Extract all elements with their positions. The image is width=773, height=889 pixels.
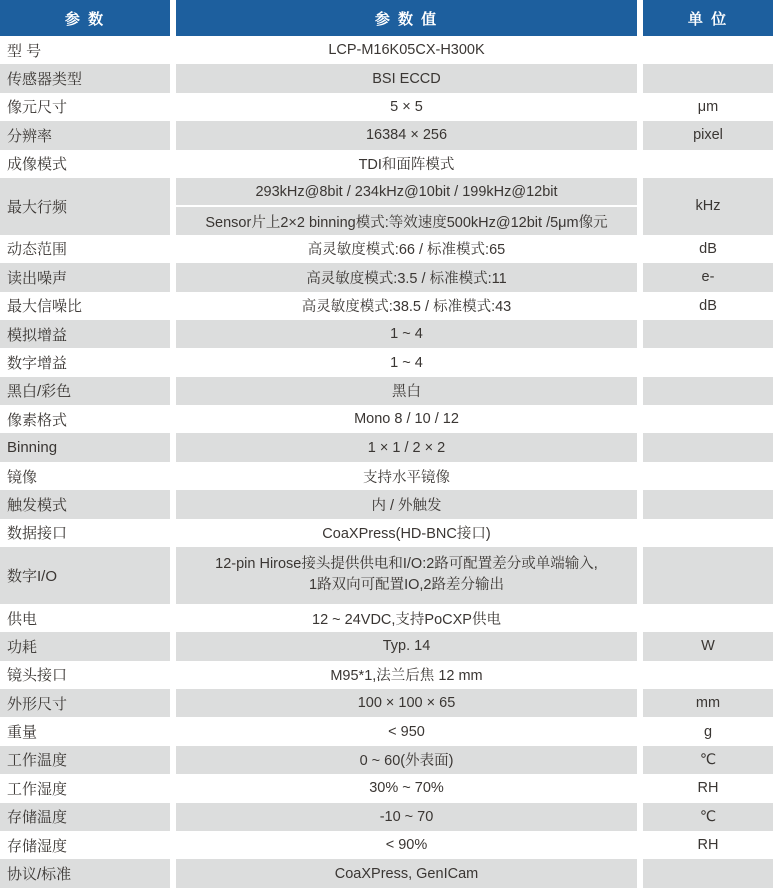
value-cell: BSI ECCD (176, 64, 637, 92)
value-cell: Typ. 14 (176, 632, 637, 660)
param-cell: 镜头接口 (7, 667, 68, 685)
unit-cell: mm (643, 689, 773, 717)
param-cell: 型 号 (7, 42, 42, 60)
unit-cell: e- (643, 263, 773, 291)
unit-cell: μm (697, 98, 719, 115)
param-cell: 模拟增益 (0, 320, 170, 348)
param-cell: 协议/标准 (0, 859, 170, 887)
value-cell: 高灵敏度模式:66 / 标准模式:65 (307, 242, 506, 259)
value-cell: -10 ~ 70 (176, 803, 637, 831)
table-row (0, 774, 773, 802)
table-row (0, 859, 773, 887)
unit-cell: W (643, 632, 773, 660)
unit-cell (643, 859, 773, 887)
table-row (0, 36, 773, 64)
unit-cell: RH (697, 837, 719, 854)
table-row (0, 831, 773, 859)
table-row (0, 377, 773, 405)
unit-cell: ℃ (643, 803, 773, 831)
param-cell: 传感器类型 (0, 64, 170, 92)
unit-cell (643, 433, 773, 461)
param-cell: 外形尺寸 (0, 689, 170, 717)
table-header (0, 0, 773, 36)
unit-cell (643, 604, 773, 632)
param-cell: 存储温度 (0, 803, 170, 831)
unit-cell: kHz (643, 178, 773, 235)
unit-cell (643, 405, 773, 433)
value-cell: Mono 8 / 10 / 12 (354, 411, 459, 428)
unit-cell: pixel (643, 121, 773, 149)
unit-cell (643, 377, 773, 405)
param-cell: 分辨率 (0, 121, 170, 149)
value-cell: CoaXPress, GenICam (176, 859, 637, 887)
value-cell: TDI和面阵模式 (358, 157, 455, 174)
unit-cell (643, 661, 773, 689)
table-row (0, 64, 773, 92)
header-value: 参 数 值 (176, 0, 637, 36)
value-cell: 0 ~ 60(外表面) (176, 746, 637, 774)
table-row (0, 405, 773, 433)
param-cell: 像素格式 (7, 411, 68, 429)
table-row (0, 348, 773, 376)
value-subcell: Sensor片上2×2 binning模式:等效速度500kHz@12bit /5μm像元 (176, 207, 637, 234)
param-cell: 最大行频 (0, 178, 170, 235)
param-cell: 工作湿度 (7, 780, 68, 798)
value-subcell: 293kHz@8bit / 234kHz@10bit / 199kHz@12bit (176, 178, 637, 207)
table-row (0, 150, 773, 178)
table-row (0, 320, 773, 348)
value-cell: < 950 (388, 723, 425, 740)
param-cell: 重量 (7, 724, 38, 742)
value-cell: M95*1,法兰后焦 12 mm (330, 668, 483, 685)
param-cell: 动态范围 (7, 241, 68, 259)
param-cell: 数据接口 (7, 525, 68, 543)
value-cell: 100 × 100 × 65 (176, 689, 637, 717)
header-unit: 单 位 (643, 0, 773, 36)
param-cell: 像元尺寸 (7, 99, 68, 117)
param-cell: Binning (0, 433, 170, 461)
table-row (0, 178, 773, 235)
table-row (0, 661, 773, 689)
table-row (0, 689, 773, 717)
param-cell: 功耗 (0, 632, 170, 660)
value-cell: 1 ~ 4 (390, 354, 423, 371)
value-cell: 30% ~ 70% (369, 780, 444, 797)
value-cell: 内 / 外触发 (176, 490, 637, 518)
unit-cell: ℃ (643, 746, 773, 774)
param-cell: 成像模式 (7, 156, 68, 174)
param-cell: 数字I/O (0, 547, 170, 604)
value-cell (176, 547, 637, 604)
value-cell: < 90% (385, 837, 428, 854)
param-cell: 工作温度 (0, 746, 170, 774)
table-row (0, 604, 773, 632)
table-row (0, 93, 773, 121)
value-cell: 1 × 1 / 2 × 2 (176, 433, 637, 461)
value-line: 12-pin Hirose接头提供供电和I/O:2路可配置差分或单端输入, (215, 556, 598, 573)
value-cell: 12 ~ 24VDC,支持PoCXP供电 (312, 611, 501, 628)
param-cell: 黑白/彩色 (0, 377, 170, 405)
value-cell-split (176, 178, 637, 235)
table-row (0, 121, 773, 149)
table-row (0, 547, 773, 604)
unit-cell (643, 462, 773, 490)
value-cell: 5 × 5 (390, 98, 423, 115)
table-row (0, 462, 773, 490)
value-cell: 16384 × 256 (176, 121, 637, 149)
value-cell: 黑白 (176, 377, 637, 405)
unit-cell (643, 36, 773, 64)
param-cell: 触发模式 (0, 490, 170, 518)
table-row (0, 632, 773, 660)
unit-cell (643, 519, 773, 547)
unit-cell (643, 320, 773, 348)
unit-cell (643, 64, 773, 92)
param-cell: 供电 (7, 610, 38, 628)
unit-cell: dB (699, 240, 717, 257)
table-row (0, 263, 773, 291)
value-line: 1路双向可配置IO,2路差分输出 (309, 577, 504, 594)
param-cell: 存储湿度 (7, 837, 68, 855)
unit-cell (643, 150, 773, 178)
table-row (0, 717, 773, 745)
unit-cell: dB (699, 297, 717, 314)
unit-cell (643, 547, 773, 604)
unit-cell (643, 490, 773, 518)
param-cell: 最大信噪比 (7, 298, 83, 316)
header-param: 参 数 (0, 0, 170, 36)
table-row (0, 490, 773, 518)
unit-cell (643, 348, 773, 376)
value-cell: LCP-M16K05CX-H300K (328, 42, 485, 59)
value-cell: 高灵敏度模式:38.5 / 标准模式:43 (301, 299, 512, 316)
table-body (0, 36, 773, 888)
table-row (0, 746, 773, 774)
unit-cell: RH (697, 780, 719, 797)
value-cell: 高灵敏度模式:3.5 / 标准模式:11 (176, 263, 637, 291)
table-row (0, 433, 773, 461)
table-row (0, 235, 773, 263)
param-cell: 数字增益 (7, 355, 68, 372)
param-cell: 读出噪声 (0, 263, 170, 291)
table-row (0, 292, 773, 320)
table-row (0, 519, 773, 547)
value-cell: CoaXPress(HD-BNC接口) (322, 526, 491, 543)
table-row (0, 803, 773, 831)
value-cell: 1 ~ 4 (176, 320, 637, 348)
param-cell: 镜像 (7, 468, 38, 486)
value-cell: 支持水平镜像 (363, 469, 450, 486)
unit-cell: g (703, 723, 713, 740)
